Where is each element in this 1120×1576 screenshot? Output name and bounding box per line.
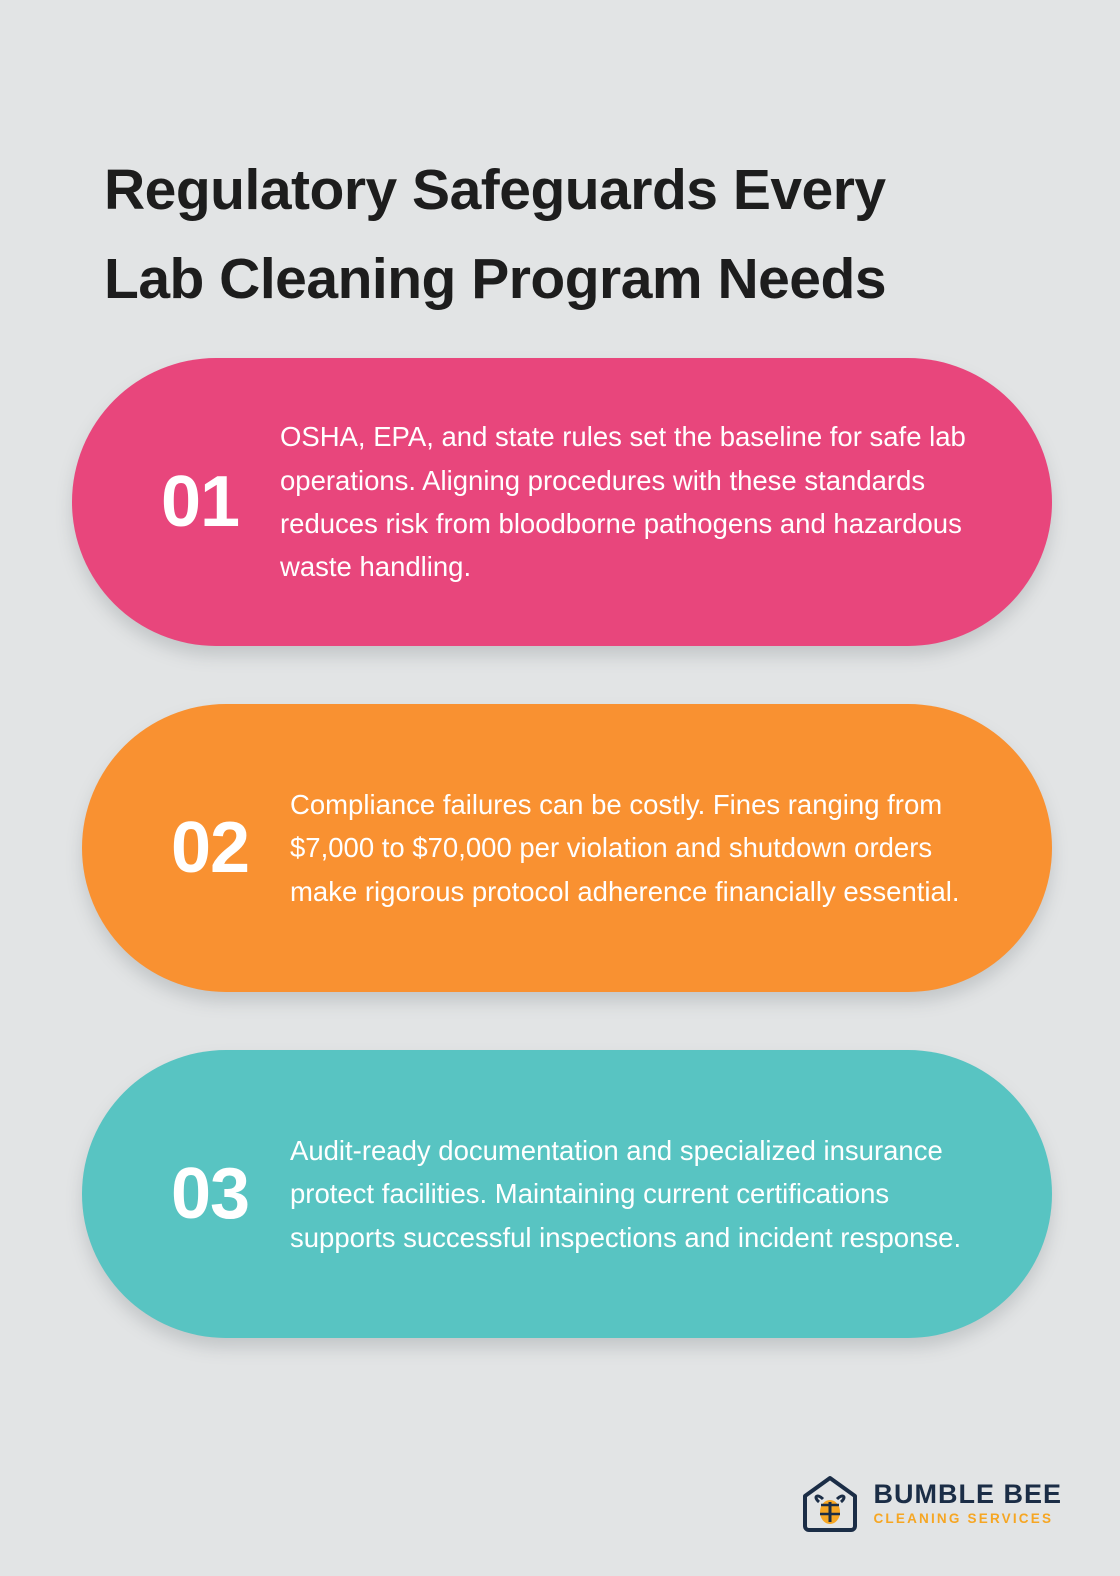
brand-logo xyxy=(799,1472,1062,1534)
list-item xyxy=(82,1050,1052,1338)
card-body-text: Compliance failures can be costly. Fines ranging from $7,000 to $70,000 per violation and shutdown orders make rigorous protocol adherence financially essential. xyxy=(290,788,960,907)
brand-tagline: CLEANING SERVICES xyxy=(873,1510,1054,1526)
bee-house-icon xyxy=(799,1472,861,1534)
page-title-line-2: Lab Cleaning Program Needs xyxy=(104,246,887,311)
page-title xyxy=(104,146,1034,323)
brand-logo-text xyxy=(873,1478,1062,1526)
card-body-text: Audit-ready documentation and specialized insurance protect facilities. Maintaining current certifications supports successful inspections and incident response. xyxy=(290,1134,962,1253)
card-list xyxy=(72,358,1052,1396)
brand-name: BUMBLE BEE xyxy=(873,1478,1062,1509)
page-title-line-1: Regulatory Safeguards Every xyxy=(104,158,886,223)
list-item xyxy=(82,704,1052,992)
list-item xyxy=(72,358,1052,646)
card-number: 02 xyxy=(170,808,250,888)
card-number: 01 xyxy=(160,462,240,542)
card-number: 03 xyxy=(170,1154,250,1234)
card-body-text: OSHA, EPA, and state rules set the baseline for safe lab operations. Aligning procedures with these standards reduces risk from bloodborne pathogens and hazardous waste handling. xyxy=(280,421,966,583)
